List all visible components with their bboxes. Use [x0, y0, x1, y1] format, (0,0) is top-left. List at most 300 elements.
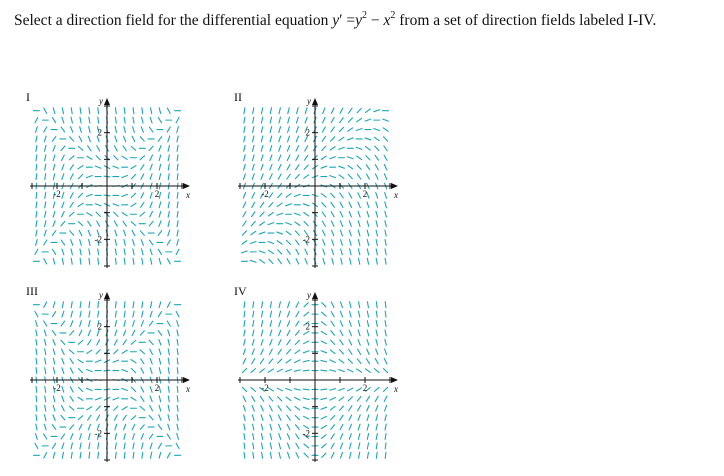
slope-segment: [80, 117, 81, 123]
slope-segment: [383, 387, 387, 391]
slope-segment: [260, 359, 263, 364]
slope-segment: [295, 174, 299, 178]
slope-segment: [322, 221, 325, 226]
slope-segment: [150, 249, 152, 255]
slope-segment: [270, 174, 273, 179]
slope-segment: [89, 302, 90, 308]
slope-segment: [123, 340, 126, 345]
slope-segment: [322, 453, 326, 457]
slope-segment: [45, 358, 46, 364]
slope-segment: [296, 136, 298, 142]
slope-segment: [279, 108, 280, 114]
slope-segment: [385, 258, 386, 264]
slope-segment: [260, 202, 263, 207]
slope-segment: [115, 127, 116, 133]
slope-segment: [366, 165, 369, 170]
slope-segment: [287, 311, 289, 317]
slope-segment: [384, 146, 387, 151]
slope-segment: [150, 358, 152, 364]
slope-segment: [95, 166, 101, 168]
slope-segment: [159, 358, 160, 364]
slope-segment: [132, 230, 135, 235]
slope-segment: [96, 406, 100, 410]
slope-segment: [78, 360, 83, 363]
slope-segment: [385, 330, 386, 336]
slope-segment: [150, 311, 152, 317]
slope-segment: [358, 443, 359, 449]
slope-segment: [321, 322, 326, 326]
slope-segment: [331, 108, 334, 113]
slope-segment: [158, 249, 161, 254]
slope-segment: [385, 311, 386, 317]
slope-segment: [367, 415, 369, 421]
slope-segment: [35, 249, 38, 254]
slope-segment: [168, 221, 169, 227]
slope-segment: [279, 424, 281, 430]
slope-segment: [253, 321, 254, 327]
slope-segment: [279, 146, 281, 152]
slope-segment: [78, 203, 83, 206]
slope-segment: [348, 174, 352, 178]
slope-segment: [52, 443, 55, 448]
slope-segment: [53, 174, 54, 180]
slope-segment: [244, 117, 245, 123]
slope-segment: [69, 406, 74, 410]
slope-segment: [287, 165, 290, 170]
y-axis-label: y: [307, 96, 311, 106]
slope-segment: [98, 311, 99, 317]
slope-segment: [367, 349, 369, 354]
slope-segment: [142, 311, 143, 317]
direction-field-plot: [26, 96, 196, 276]
slope-segment: [357, 359, 361, 364]
slope-segment: [376, 302, 377, 308]
slope-segment: [261, 136, 263, 142]
slope-segment: [296, 155, 299, 160]
slope-segment: [331, 118, 334, 123]
slope-segment: [383, 128, 388, 131]
slope-segment: [385, 443, 386, 449]
panel-label: II: [234, 90, 242, 104]
slope-segment: [340, 330, 343, 335]
slope-segment: [167, 453, 170, 458]
slope-segment: [98, 108, 99, 114]
slope-segment: [62, 249, 64, 255]
y-tick-label: 2: [305, 321, 310, 332]
slope-segment: [132, 330, 135, 335]
slope-segment: [330, 397, 335, 400]
slope-segment: [278, 397, 282, 401]
slope-segment: [341, 302, 343, 308]
slope-segment: [36, 240, 38, 246]
slope-segment: [261, 406, 263, 411]
slope-segment: [243, 349, 245, 355]
slope-segment: [357, 109, 361, 113]
slope-segment: [35, 117, 38, 122]
slope-segment: [252, 155, 254, 161]
slope-segment: [114, 146, 117, 151]
slope-segment: [36, 386, 37, 392]
slope-segment: [339, 388, 345, 390]
direction-field-panel-3[interactable]: [26, 286, 196, 472]
slope-segment: [303, 360, 309, 361]
slope-segment: [376, 339, 378, 345]
slope-segment: [244, 339, 245, 345]
slope-segment: [262, 443, 263, 449]
slope-segment: [375, 396, 378, 401]
slope-segment: [376, 311, 377, 317]
slope-segment: [140, 406, 145, 410]
slope-segment: [321, 341, 326, 344]
slope-segment: [124, 240, 125, 246]
slope-segment: [287, 443, 289, 449]
slope-segment: [45, 396, 46, 402]
slope-segment: [244, 108, 245, 114]
slope-segment: [322, 312, 327, 316]
slope-segment: [287, 415, 290, 420]
slope-segment: [253, 302, 254, 308]
slope-segment: [358, 311, 359, 317]
slope-segment: [159, 258, 161, 264]
slope-segment: [357, 118, 362, 121]
slope-segment: [349, 321, 351, 327]
slope-segment: [122, 350, 127, 353]
slope-segment: [150, 164, 152, 170]
slope-segment: [62, 117, 64, 123]
slope-segment: [177, 358, 178, 364]
slope-segment: [114, 415, 117, 420]
slope-segment: [243, 396, 246, 401]
slope-segment: [113, 204, 119, 206]
slope-segment: [367, 311, 368, 317]
slope-segment: [244, 302, 245, 308]
slope-segment: [123, 146, 126, 151]
slope-segment: [44, 240, 47, 245]
slope-segment: [167, 127, 170, 132]
slope-segment: [61, 146, 65, 150]
direction-field-panel-1[interactable]: [26, 92, 196, 278]
slope-segment: [97, 146, 100, 151]
slope-segment: [151, 108, 152, 114]
slope-segment: [331, 127, 334, 132]
slope-segment: [167, 302, 170, 307]
slope-segment: [62, 302, 63, 308]
slope-segment: [53, 146, 55, 152]
slope-segment: [262, 302, 263, 308]
slope-segment: [358, 330, 360, 336]
slope-segment: [270, 321, 272, 327]
slope-segment: [168, 386, 169, 392]
slope-segment: [279, 330, 281, 336]
slope-segment: [340, 221, 342, 227]
slope-segment: [150, 349, 153, 354]
slope-segment: [98, 249, 99, 255]
slope-segment: [142, 452, 143, 458]
slope-segment: [45, 349, 46, 355]
slope-segment: [158, 137, 162, 142]
slope-segment: [98, 452, 99, 458]
slope-segment: [331, 340, 335, 344]
y-tick-label: -2: [302, 428, 310, 439]
slope-segment: [349, 230, 351, 236]
slope-segment: [304, 331, 309, 334]
slope-segment: [376, 443, 377, 449]
slope-segment: [268, 388, 273, 391]
slope-segment: [367, 202, 369, 208]
slope-segment: [286, 204, 292, 206]
direction-field-panel-2[interactable]: [234, 92, 404, 278]
slope-segment: [358, 434, 360, 440]
slope-segment: [176, 443, 179, 448]
slope-segment: [45, 211, 46, 217]
slope-segment: [159, 415, 161, 421]
slope-segment: [279, 311, 281, 317]
slope-segment: [261, 155, 263, 161]
slope-segment: [45, 192, 46, 198]
slope-segment: [98, 117, 99, 123]
direction-field-plot: [26, 290, 196, 470]
slope-segment: [385, 339, 386, 345]
slope-segment: [253, 452, 254, 458]
slope-segment: [97, 221, 100, 226]
slope-segment: [322, 136, 325, 141]
slope-segment: [252, 193, 255, 198]
slope-segment: [262, 311, 263, 317]
slope-segment: [177, 415, 178, 421]
slope-segment: [287, 321, 289, 326]
slope-segment: [242, 387, 246, 391]
slope-segment: [158, 443, 161, 448]
slope-segment: [261, 330, 263, 336]
slope-segment: [331, 425, 335, 430]
slope-segment: [252, 174, 254, 180]
slope-segment: [44, 424, 46, 430]
slope-segment: [270, 415, 272, 421]
y-axis-label: y: [307, 290, 311, 300]
slope-segment: [331, 434, 334, 439]
slope-segment: [278, 359, 282, 363]
slope-segment: [278, 174, 281, 179]
slope-segment: [270, 443, 271, 449]
slope-segment: [168, 136, 170, 142]
slope-segment: [385, 302, 386, 308]
slope-segment: [124, 117, 125, 123]
slope-segment: [141, 174, 144, 179]
slope-segment: [80, 240, 82, 246]
slope-segment: [71, 108, 72, 114]
slope-segment: [261, 174, 263, 180]
slope-segment: [339, 370, 345, 372]
slope-segment: [339, 397, 344, 401]
slope-segment: [279, 321, 281, 327]
slope-segment: [358, 321, 360, 327]
slope-segment: [70, 331, 74, 335]
slope-segment: [80, 434, 82, 440]
slope-segment: [270, 452, 271, 458]
slope-segment: [332, 240, 334, 246]
slope-segment: [80, 127, 82, 133]
slope-segment: [89, 321, 90, 327]
slope-segment: [159, 396, 160, 402]
slope-segment: [269, 349, 272, 354]
slope-segment: [260, 260, 265, 263]
slope-segment: [339, 175, 344, 178]
slope-segment: [159, 174, 160, 180]
slope-segment: [113, 166, 119, 168]
slope-segment: [124, 127, 125, 133]
slope-segment: [87, 350, 92, 353]
slope-segment: [340, 230, 342, 236]
slope-segment: [262, 452, 263, 458]
slope-segment: [44, 230, 46, 236]
slope-segment: [349, 221, 351, 227]
slope-segment: [358, 249, 359, 255]
slope-segment: [376, 452, 377, 458]
slope-segment: [356, 129, 362, 131]
slope-segment: [330, 147, 335, 150]
slope-segment: [124, 330, 126, 336]
slope-segment: [177, 192, 178, 198]
slope-segment: [376, 330, 377, 336]
slope-segment: [131, 146, 136, 150]
slope-segment: [375, 387, 380, 391]
slope-segment: [140, 350, 145, 354]
slope-segment: [61, 415, 65, 419]
slope-segment: [339, 137, 344, 140]
slope-segment: [331, 453, 334, 458]
slope-segment: [340, 193, 343, 198]
slope-segment: [358, 211, 360, 217]
slope-segment: [277, 388, 282, 391]
slope-segment: [159, 146, 161, 152]
slope-segment: [53, 340, 55, 346]
slope-segment: [385, 221, 386, 227]
slope-segment: [140, 156, 145, 160]
slope-segment: [98, 302, 99, 308]
slope-segment: [141, 387, 144, 392]
slope-segment: [375, 146, 379, 150]
slope-segment: [348, 118, 352, 122]
slope-segment: [131, 416, 136, 420]
slope-segment: [79, 230, 82, 235]
slope-segment: [340, 424, 343, 429]
slope-segment: [151, 452, 152, 458]
slope-segment: [131, 222, 136, 226]
slope-segment: [113, 360, 119, 362]
slope-segment: [330, 176, 336, 178]
slope-segment: [349, 211, 351, 217]
slope-segment: [159, 302, 161, 308]
slope-segment: [304, 175, 309, 178]
slope-segment: [270, 330, 272, 336]
slope-segment: [287, 424, 290, 429]
slope-segment: [36, 164, 37, 170]
slope-segment: [177, 127, 179, 133]
slope-segment: [168, 358, 169, 364]
slope-segment: [124, 230, 126, 236]
slope-segment: [140, 137, 144, 141]
slope-segment: [36, 415, 37, 421]
slope-segment: [62, 174, 64, 180]
direction-field-panel-4[interactable]: [234, 286, 404, 472]
slope-segment: [278, 259, 281, 264]
slope-segment: [159, 405, 161, 411]
x-axis-label: x: [186, 384, 190, 394]
slope-segment: [124, 443, 125, 449]
slope-segment: [96, 212, 100, 216]
slope-segment: [296, 146, 299, 151]
slope-segment: [277, 203, 282, 206]
slope-segment: [376, 249, 377, 255]
slope-segment: [297, 108, 299, 114]
slope-segment: [261, 108, 262, 114]
slope-segment: [348, 369, 353, 372]
slope-segment: [141, 368, 144, 373]
slope-segment: [383, 119, 389, 121]
slope-segment: [349, 424, 351, 430]
slope-segment: [295, 360, 300, 363]
slope-segment: [89, 443, 90, 449]
slope-segment: [167, 434, 170, 439]
slope-segment: [366, 156, 370, 160]
slope-segment: [347, 157, 353, 159]
slope-segment: [366, 359, 369, 364]
slope-segment: [384, 164, 387, 169]
slope-segment: [270, 164, 272, 170]
slope-segment: [365, 119, 371, 121]
slope-segment: [78, 416, 83, 420]
slope-segment: [89, 240, 90, 246]
slope-segment: [158, 331, 162, 336]
slope-segment: [376, 193, 378, 199]
slope-segment: [296, 249, 299, 254]
slope-segment: [149, 146, 153, 150]
slope-segment: [269, 359, 273, 364]
y-axis-label: y: [99, 290, 103, 300]
slope-segment: [244, 136, 245, 142]
slope-segment: [80, 311, 81, 317]
slope-segment: [295, 222, 300, 225]
slope-segment: [150, 368, 152, 374]
slope-segment: [286, 231, 291, 234]
slope-segment: [177, 321, 179, 327]
slope-segment: [294, 389, 300, 390]
slope-segment: [70, 137, 74, 141]
slope-segment: [123, 415, 126, 420]
slope-segment: [252, 405, 254, 411]
slope-segment: [279, 127, 281, 133]
slope-segment: [87, 176, 93, 178]
slope-segment: [358, 406, 361, 411]
slope-segment: [53, 211, 55, 217]
slope-segment: [243, 405, 245, 411]
slope-segment: [287, 340, 290, 345]
slope-segment: [52, 425, 56, 430]
slope-segment: [244, 164, 246, 170]
slope-segment: [131, 203, 136, 206]
slope-segment: [279, 155, 281, 161]
slope-segment: [348, 128, 353, 131]
slope-segment: [62, 212, 65, 217]
slope-segment: [168, 349, 169, 355]
slope-segment: [357, 396, 361, 401]
slope-segment: [124, 321, 125, 327]
slope-segment: [367, 321, 368, 327]
slope-segment: [71, 240, 73, 246]
slope-segment: [339, 127, 343, 131]
slope-segment: [296, 453, 299, 458]
slope-segment: [303, 389, 309, 390]
